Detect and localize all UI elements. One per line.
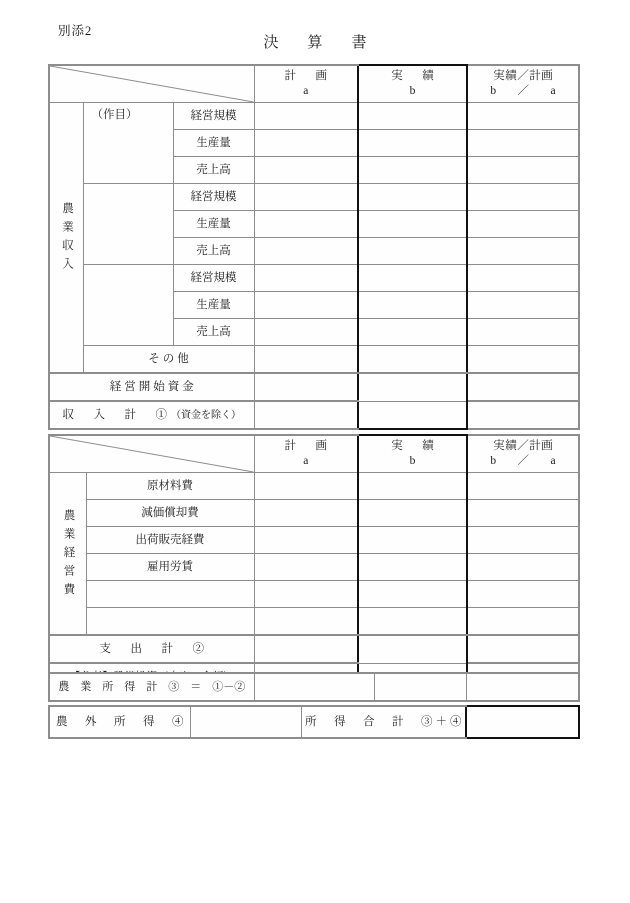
cell-plan[interactable]	[254, 238, 358, 265]
income-item-label: 経営規模	[173, 265, 254, 292]
cell-ratio[interactable]	[467, 184, 579, 211]
table-row	[49, 581, 579, 608]
cell-actual[interactable]	[358, 527, 467, 554]
income-table-header-row	[49, 65, 579, 103]
non-farm-income-label: 農 外 所 得 ④	[49, 706, 190, 738]
column-header-actual-line1: 実 績	[391, 70, 438, 83]
table-row	[49, 103, 579, 130]
income-total-label	[49, 401, 254, 429]
table-row	[49, 527, 579, 554]
cell-ratio[interactable]	[467, 211, 579, 238]
cell-plan[interactable]	[254, 527, 358, 554]
crop-name-field-3[interactable]	[83, 265, 173, 346]
crop-name-field-2[interactable]	[83, 184, 173, 265]
cell-ratio[interactable]	[467, 319, 579, 346]
cell-actual[interactable]	[358, 184, 467, 211]
cell-plan[interactable]	[254, 401, 358, 429]
cell-actual[interactable]	[358, 346, 467, 374]
column-header-ratio-line2: b ／ a	[490, 85, 561, 97]
income-item-label: 生産量	[173, 130, 254, 157]
cell-actual[interactable]	[358, 554, 467, 581]
table-row	[49, 608, 579, 636]
table-row	[49, 554, 579, 581]
cell-ratio[interactable]	[467, 103, 579, 130]
cell-ratio[interactable]	[467, 346, 579, 374]
cell-actual[interactable]	[358, 608, 467, 636]
page-title: 決 算 書	[263, 35, 374, 51]
cell-actual[interactable]	[358, 581, 467, 608]
cell-plan[interactable]	[254, 130, 358, 157]
table-row-total-income	[49, 706, 579, 738]
column-header-plan-line2: a	[303, 455, 313, 467]
income-total-label-main: 収 入 計 ①	[62, 408, 171, 421]
column-header-actual-line2: b	[409, 455, 420, 467]
column-header-ratio	[467, 65, 579, 103]
table-row	[49, 265, 579, 292]
cell-actual[interactable]	[358, 500, 467, 527]
cell-ratio[interactable]	[467, 130, 579, 157]
expense-item-label-blank[interactable]	[86, 608, 254, 636]
cell-ratio[interactable]	[467, 527, 579, 554]
cell-actual[interactable]	[358, 473, 467, 500]
header-corner-diagonal	[49, 65, 254, 103]
table-row-other	[49, 346, 579, 374]
table-row-income-total	[49, 401, 579, 429]
cell-actual[interactable]	[358, 238, 467, 265]
income-item-label: 生産量	[173, 292, 254, 319]
expense-item-label: 雇用労賃	[86, 554, 254, 581]
cell-actual[interactable]	[358, 319, 467, 346]
income-item-label: 生産量	[173, 211, 254, 238]
cell-plan[interactable]	[254, 319, 358, 346]
header-corner-diagonal	[49, 435, 254, 473]
total-income-table	[48, 705, 580, 739]
table-row	[49, 500, 579, 527]
cell-ratio[interactable]	[467, 608, 579, 636]
cell-plan[interactable]	[254, 211, 358, 238]
cell-actual[interactable]	[358, 103, 467, 130]
column-header-actual	[358, 65, 467, 103]
expense-total-label: 支 出 計 ②	[49, 635, 254, 663]
income-table	[48, 64, 580, 430]
column-header-ratio-line1: 実績／計画	[493, 440, 554, 453]
cell-ratio[interactable]	[467, 401, 579, 429]
column-header-actual-line2: b	[409, 85, 420, 97]
column-header-actual	[358, 435, 467, 473]
income-item-label: 売上高	[173, 157, 254, 184]
cell-actual[interactable]	[358, 292, 467, 319]
income-item-label: 売上高	[173, 238, 254, 265]
cell-ratio[interactable]	[467, 500, 579, 527]
table-row	[49, 184, 579, 211]
income-group-label-text: 農業収入	[61, 202, 73, 277]
farm-income-value-1[interactable]	[254, 673, 374, 701]
income-item-label: 経営規模	[173, 184, 254, 211]
cell-actual[interactable]	[358, 211, 467, 238]
cell-plan[interactable]	[254, 346, 358, 374]
income-group-label	[49, 103, 83, 374]
expense-group-label-text: 農業経営費	[62, 508, 75, 602]
crop-name-placeholder-1: （作目）	[91, 109, 138, 121]
cell-plan[interactable]	[254, 292, 358, 319]
cell-plan[interactable]	[254, 581, 358, 608]
farm-income-value-3[interactable]	[466, 673, 579, 701]
cell-actual[interactable]	[358, 401, 467, 429]
cell-plan[interactable]	[254, 265, 358, 292]
expense-group-label	[49, 473, 86, 636]
cell-plan[interactable]	[254, 608, 358, 636]
cell-actual[interactable]	[358, 157, 467, 184]
cell-actual[interactable]	[358, 635, 467, 663]
column-header-plan-line2: a	[303, 85, 313, 97]
cell-ratio[interactable]	[467, 157, 579, 184]
cell-plan[interactable]	[254, 184, 358, 211]
expense-item-label-blank[interactable]	[86, 581, 254, 608]
cell-plan[interactable]	[254, 157, 358, 184]
expense-table-header-row	[49, 435, 579, 473]
income-total-label-note: （資金を除く）	[171, 409, 241, 421]
farm-income-value-2[interactable]	[374, 673, 466, 701]
column-header-plan-line1: 計 画	[284, 440, 331, 453]
cell-actual[interactable]	[358, 130, 467, 157]
cell-plan[interactable]	[254, 500, 358, 527]
cell-ratio[interactable]	[467, 292, 579, 319]
cell-plan[interactable]	[254, 103, 358, 130]
grand-total-value[interactable]	[466, 706, 579, 738]
farm-income-table	[48, 672, 580, 702]
cell-ratio[interactable]	[467, 265, 579, 292]
column-header-actual-line1: 実 績	[391, 440, 438, 453]
column-header-plan-line1: 計 画	[284, 70, 331, 83]
column-header-ratio-line2: b ／ a	[490, 455, 561, 467]
non-farm-income-value[interactable]	[190, 706, 301, 738]
cell-ratio[interactable]	[467, 238, 579, 265]
expense-table	[48, 434, 580, 692]
startup-fund-label: 経営開始資金	[49, 373, 254, 401]
document-reference: 別添2	[58, 24, 93, 38]
crop-name-field-1[interactable]	[83, 103, 173, 184]
table-row-farm-income	[49, 673, 579, 701]
expense-item-label: 減価償却費	[86, 500, 254, 527]
expense-item-label: 原材料費	[86, 473, 254, 500]
income-item-label: 経営規模	[173, 103, 254, 130]
farm-income-label: 農 業 所 得 計 ③ ＝ ①－②	[49, 673, 254, 701]
column-header-plan	[254, 65, 358, 103]
table-row	[49, 473, 579, 500]
column-header-plan	[254, 435, 358, 473]
cell-actual[interactable]	[358, 265, 467, 292]
cell-plan[interactable]	[254, 635, 358, 663]
cell-ratio[interactable]	[467, 373, 579, 401]
cell-ratio[interactable]	[467, 581, 579, 608]
column-header-ratio	[467, 435, 579, 473]
cell-ratio[interactable]	[467, 554, 579, 581]
income-other-label: その他	[83, 346, 254, 374]
cell-plan[interactable]	[254, 473, 358, 500]
cell-plan[interactable]	[254, 373, 358, 401]
table-row-startup-fund	[49, 373, 579, 401]
cell-ratio[interactable]	[467, 635, 579, 663]
column-header-ratio-line1: 実績／計画	[493, 70, 554, 83]
cell-plan[interactable]	[254, 554, 358, 581]
expense-item-label: 出荷販売経費	[86, 527, 254, 554]
cell-actual[interactable]	[358, 373, 467, 401]
table-row-expense-total	[49, 635, 579, 663]
cell-ratio[interactable]	[467, 473, 579, 500]
grand-total-label: 所 得 合 計 ③＋④	[301, 706, 466, 738]
income-item-label: 売上高	[173, 319, 254, 346]
